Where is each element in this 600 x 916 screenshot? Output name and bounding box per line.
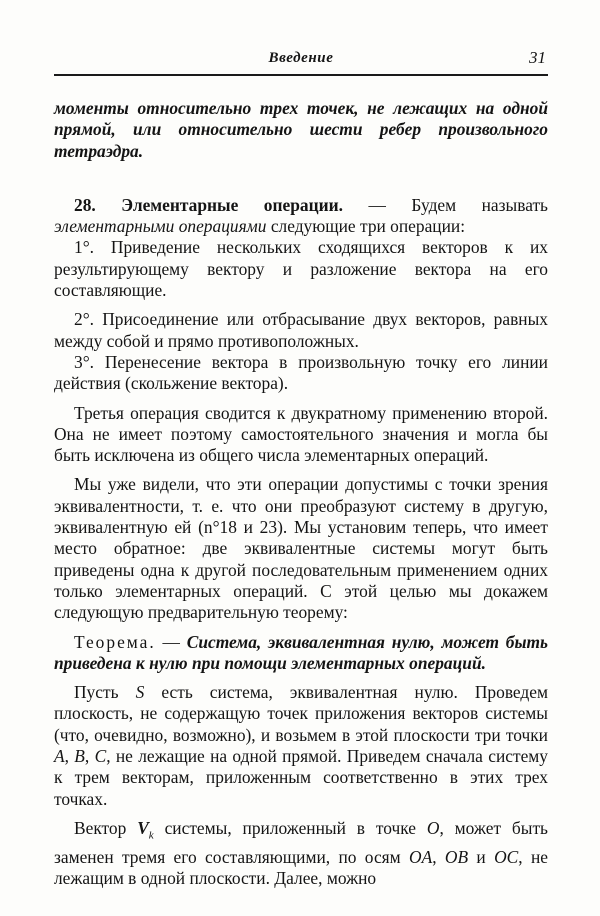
operation-3: 3°. Перенесение вектора в произвольную точку его линии действия (скольжение вектора).	[54, 351, 548, 394]
text-run: ,	[64, 746, 75, 767]
section-paragraph	[54, 195, 548, 238]
text-run: и	[468, 846, 495, 867]
section-after: следующие три операции:	[266, 216, 466, 237]
paragraph-equivalence: Мы уже видели, что эти операции допустимы с точки зрения эквивалентности, т. е. что они преобразуют систему в другую, эквивалентную ей (n°18 и 23). Мы установим теперь, что имеет место обратное: две эквивалентные системы могут быть приведены одна к другой последовательным применением одних только элементарных операций. С этой целью мы докажем следующую предварительную теорему:	[54, 474, 548, 623]
operation-1: 1°. Приведение нескольких сходящихся векторов к их результирующему вектору и разложение вектора на его составляющие.	[54, 237, 548, 301]
section-term: элементарными операциями	[54, 216, 267, 237]
var-s: S	[135, 682, 145, 703]
vector-v: V	[137, 817, 149, 838]
theorem-paragraph	[54, 632, 548, 675]
axis-oa: OA	[409, 846, 433, 867]
vector-subscript: k	[148, 829, 154, 842]
theorem-label: Теорема.	[74, 631, 156, 652]
operation-2: 2°. Присоединение или отбрасывание двух векторов, равных между собой и прямо противоположных.	[54, 309, 548, 351]
point-a: A	[54, 746, 65, 767]
page-header	[54, 48, 548, 74]
point-o: O	[426, 817, 440, 838]
text-run: ,	[84, 746, 95, 767]
body-text	[54, 98, 548, 889]
page-number: 31	[529, 48, 546, 67]
axis-oc: OC	[494, 846, 519, 867]
text-run: системы, приложенный в точке	[153, 817, 427, 838]
text-run: , не лежащие на одной прямой. Приведем сначала систему к трем векторам, приложенным соответственно в этих трех точках.	[54, 746, 548, 809]
continuation-paragraph: моменты относительно трех точек, не лежащих на одной прямой, или относительно шести ребер произвольного тетраэдра.	[54, 98, 548, 161]
text-run: ,	[432, 846, 445, 867]
axis-ob: OB	[444, 846, 469, 867]
section-number: 28.	[74, 194, 96, 215]
text-run: есть система, эквивалентная нулю. Проведем плоскость, не содержащую точек приложения векторов системы (что, очевидно, возможно), и возьмем в этой плоскости три точки	[54, 682, 548, 745]
text-run: , не лежащим в одной плоскости. Далее, можно	[54, 846, 548, 888]
paragraph-third-operation: Третья операция сводится к двукратному применению второй. Она не имеет поэтому самостоятельного значения и могла бы быть исключена из общего числа элементарных операций.	[54, 402, 548, 466]
theorem-statement: Система, эквивалентная нулю, может быть приведена к нулю при помощи элементарных операций.	[54, 631, 548, 673]
running-title: Введение	[268, 50, 334, 66]
text-run: , может быть заменен тремя его составляющими, по осям	[54, 817, 548, 867]
theorem-dash: —	[155, 631, 187, 652]
paragraph-vector-vk	[54, 818, 548, 889]
point-b: B	[74, 746, 85, 767]
section-dash: — Будем называть	[343, 194, 548, 215]
header-rule	[54, 74, 548, 76]
paragraph-system-s	[54, 682, 548, 810]
point-c: C	[94, 746, 107, 767]
section-title: Элементарные операции.	[121, 194, 344, 215]
text-run: Пусть	[74, 682, 136, 703]
text-run: Вектор	[74, 817, 138, 838]
